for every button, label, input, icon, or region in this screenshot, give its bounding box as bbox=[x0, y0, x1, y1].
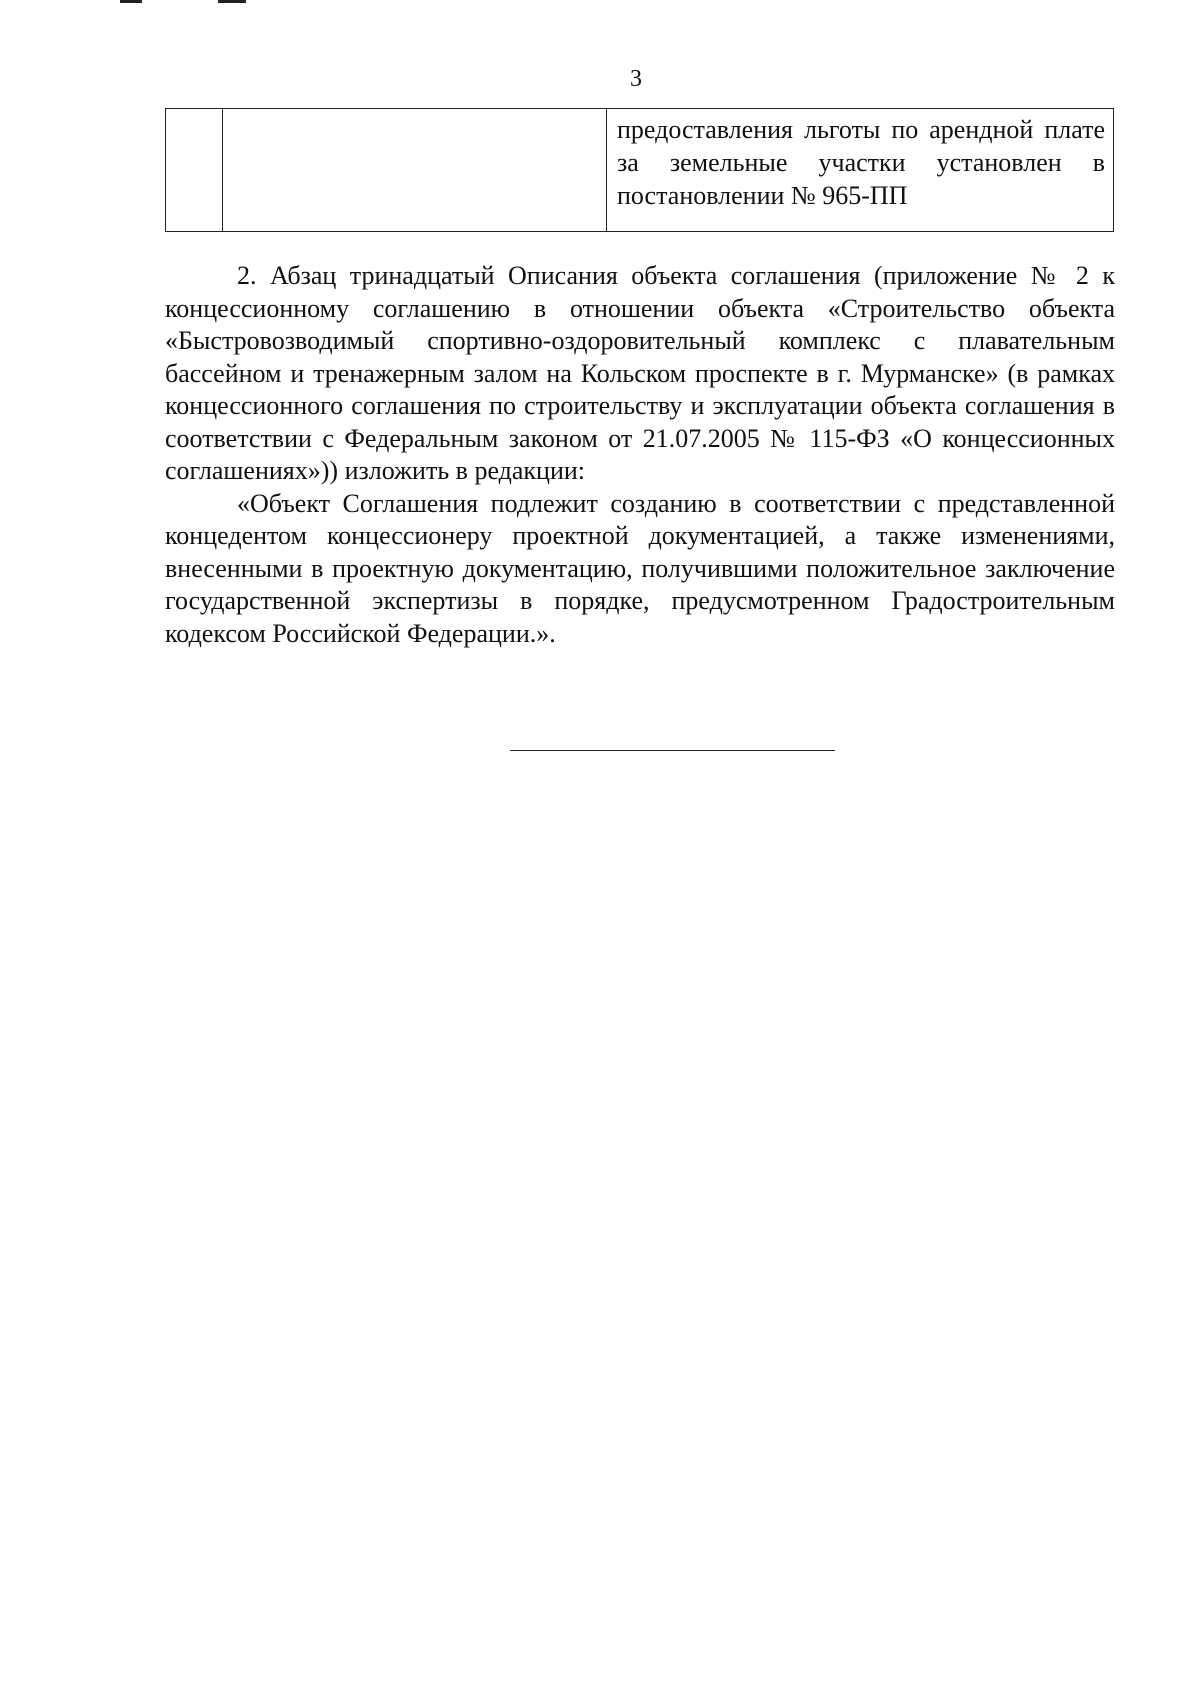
scan-artifact-mark bbox=[218, 0, 246, 3]
page-number: 3 bbox=[630, 66, 642, 92]
table-cell-text: предоставления льготы по арендной плате за земельные участки установлен в постановлении № 965-ПП bbox=[617, 115, 1105, 210]
paragraph-amendment-2: 2. Абзац тринадцатый Описания объекта соглашения (приложение № 2 к концессионному соглашению в отношении объекта «Строительство объекта «Быстровозводимый спортивно-оздоровительный комплекс с плавательным бассейном и тренажерным залом на Кольском проспекте в г. Мурманске» (в рамках концессионного соглашения по строительству и эксплуатации объекта соглашения в соответствии с Федеральным законом от 21.07.2005 № 115-ФЗ «О концессионных соглашениях»)) изложить в редакции: bbox=[165, 261, 1115, 485]
scan-artifact-mark bbox=[120, 0, 142, 3]
paragraph-new-wording: «Объект Соглашения подлежит созданию в соответствии с представленной концедентом концессионеру проектной документацией, а также изменениями, внесенными в проектную документацию, получившими положительное заключение государственной экспертизы в порядке, предусмотренном Градостроительным кодексом Российской Федерации.». bbox=[165, 488, 1115, 648]
table-column-divider bbox=[606, 109, 607, 231]
continued-table bbox=[165, 108, 1114, 232]
document-body bbox=[165, 260, 1115, 650]
closing-divider-line bbox=[510, 750, 835, 751]
table-column-divider bbox=[222, 109, 223, 231]
